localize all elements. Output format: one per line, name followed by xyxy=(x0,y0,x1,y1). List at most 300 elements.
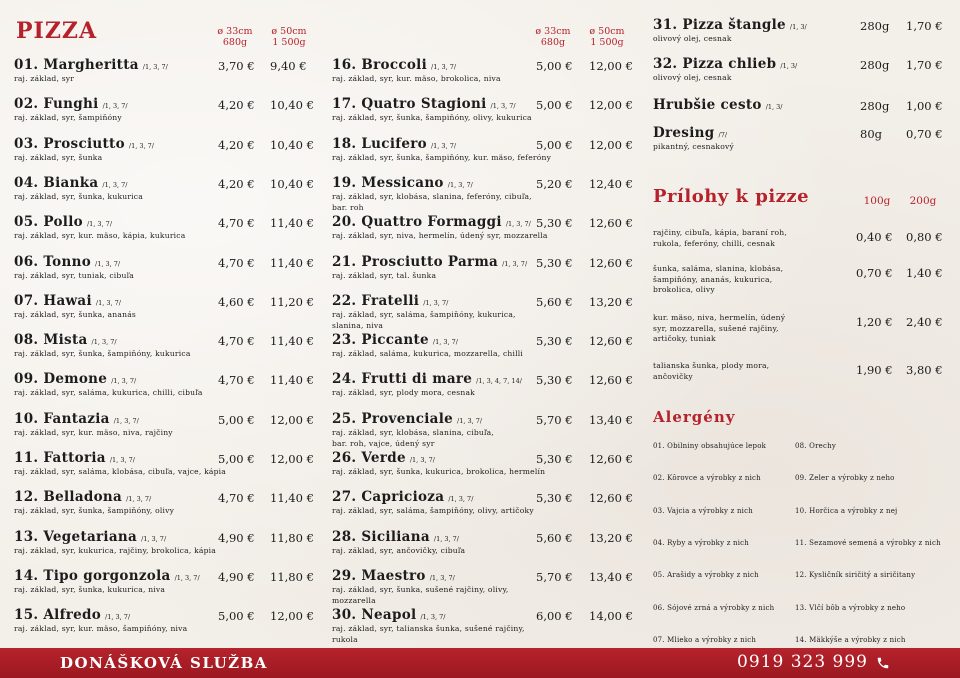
item-description: raj. základ, syr, niva, hermelín, údený syr, mozzarella xyxy=(332,231,548,241)
size-header-small-2 xyxy=(528,26,578,48)
item-allergens: /1, 3, 7/ xyxy=(111,377,137,386)
allergen-item: 02. Kôrovce a výrobky z nich xyxy=(653,474,761,483)
item-allergens: /1, 3/ xyxy=(780,62,798,70)
menu-item xyxy=(14,96,314,134)
price-large: 12,40 € xyxy=(589,176,633,191)
allergen-item: 09. Zeler a výrobky z neho xyxy=(795,474,895,483)
item-title: 31. Pizza štangle xyxy=(653,17,786,33)
item-name xyxy=(332,489,632,505)
item-title: 12. Belladona xyxy=(14,489,123,506)
menu-item xyxy=(332,136,632,174)
menu-item xyxy=(14,136,314,174)
item-name xyxy=(332,136,632,152)
item-description: raj. základ, syr, kur. mäso, kápia, kukurica xyxy=(14,231,186,241)
item-price: 1,70 € xyxy=(906,58,943,72)
item-allergens: /1, 3, 7/ xyxy=(447,180,473,189)
side-description-line: brokolica, olivy xyxy=(653,285,715,294)
item-description: raj. základ, syr xyxy=(14,74,75,83)
side-price-200: 2,40 € xyxy=(906,315,943,329)
price-small: 3,70 € xyxy=(218,59,255,73)
item-description: raj. základ, syr, kur. mäso, šampiňóny, niva xyxy=(14,624,188,634)
side-description xyxy=(653,313,838,345)
item-title: Dresing xyxy=(653,125,715,141)
side-price-200: 3,80 € xyxy=(906,363,943,377)
menu-item xyxy=(14,175,314,213)
large-diameter-2: ø 50cm xyxy=(589,26,625,37)
item-title: 15. Alfredo xyxy=(14,607,102,624)
item-allergens: /1, 3, 7/ xyxy=(448,495,474,504)
item-description: raj. základ, syr, kur. mäso, niva, rajčiny xyxy=(14,427,173,437)
item-allergens: /1, 3, 7/ xyxy=(423,298,449,307)
item-description: raj. základ, syr, ančovičky, cibuľa xyxy=(332,545,466,555)
price-large: 11,80 € xyxy=(270,530,314,545)
price-large: 14,00 € xyxy=(589,609,633,624)
menu-item xyxy=(332,254,632,292)
item-title: 08. Mista xyxy=(14,332,88,349)
menu-item xyxy=(332,57,632,95)
price-small: 5,70 € xyxy=(536,569,573,584)
item-description: raj. základ, syr, kukurica, rajčiny, brokolica, kápia xyxy=(14,545,217,555)
item-allergens: /1, 3/ xyxy=(789,23,807,31)
item-title: 30. Neapol xyxy=(332,607,417,624)
item-title: 14. Tipo gorgonzola xyxy=(14,567,171,584)
item-weight: 280g xyxy=(860,99,890,113)
item-name xyxy=(14,214,314,230)
price-small: 4,70 € xyxy=(218,255,255,270)
item-title: 03. Prosciutto xyxy=(14,135,125,152)
item-allergens: /1, 3, 7/ xyxy=(95,298,121,307)
item-title: 28. Siciliana xyxy=(332,528,430,545)
price-small: 5,30 € xyxy=(536,491,573,506)
price-large: 12,60 € xyxy=(589,255,633,270)
item-description: raj. základ, syr, kur. mäso, brokolica, niva xyxy=(332,74,501,83)
item-name xyxy=(332,450,632,466)
item-name xyxy=(14,489,314,505)
allergen-item: 03. Vajcia a výrobky z nich xyxy=(653,506,753,515)
item-name xyxy=(653,125,948,141)
item-description: raj. základ, syr, šunka, šampiňóny, olivy, kukurica xyxy=(332,113,532,123)
price-small: 4,70 € xyxy=(218,334,255,349)
item-name xyxy=(332,332,632,348)
item-name xyxy=(14,57,314,73)
menu-item xyxy=(332,293,632,331)
item-title: 32. Pizza chlieb xyxy=(653,56,777,72)
item-title: 02. Funghi xyxy=(14,96,99,113)
item-description: raj. základ, syr, šunka xyxy=(14,152,103,162)
menu-item xyxy=(332,489,632,527)
side-description xyxy=(653,228,838,249)
item-allergens: /1, 3, 7/ xyxy=(505,220,531,229)
item-description: slanina, niva xyxy=(332,320,384,330)
side-row xyxy=(653,313,948,345)
menu-item xyxy=(14,371,314,409)
item-name xyxy=(14,96,314,112)
item-name xyxy=(14,254,314,270)
item-description: raj. základ, syr, šunka, kukurica, brokolica, hermelín xyxy=(332,467,546,476)
extra-item xyxy=(653,125,948,163)
delivery-service-label: DONÁŠKOVÁ SLUŽBA xyxy=(60,654,268,672)
item-name xyxy=(14,332,314,348)
item-allergens: /1, 3, 7/ xyxy=(105,613,131,622)
item-title: 20. Quattro Formaggi xyxy=(332,214,502,231)
price-small: 5,00 € xyxy=(218,609,255,624)
small-weight-2: 680g xyxy=(540,37,566,48)
item-title: 29. Maestro xyxy=(332,567,426,584)
item-allergens: /1, 3, 7/ xyxy=(502,259,528,268)
item-description: raj. základ, syr, šunka, kukurica, niva xyxy=(14,584,166,594)
side-description-line: šampiňóny, ananás, kukurica, xyxy=(653,274,773,284)
item-name xyxy=(332,529,632,545)
item-name xyxy=(653,97,948,113)
allergen-item: 10. Horčica a výrobky z nej xyxy=(795,506,898,515)
price-large: 12,00 € xyxy=(270,412,314,427)
menu-column-3 xyxy=(653,0,948,644)
price-large: 12,60 € xyxy=(589,216,633,231)
item-name xyxy=(332,96,632,112)
side-row xyxy=(653,361,948,382)
allergens-title: Alergény xyxy=(653,408,736,426)
menu-item xyxy=(332,411,632,449)
item-allergens: /1, 3, 7/ xyxy=(86,220,113,229)
item-title: 24. Frutti di mare xyxy=(332,371,473,388)
side-price-100: 0,70 € xyxy=(856,266,893,280)
price-large: 12,60 € xyxy=(589,373,633,388)
item-allergens: /1, 3, 7/ xyxy=(109,456,135,464)
menu-column-2 xyxy=(332,0,633,645)
item-name xyxy=(14,175,314,191)
price-large: 13,20 € xyxy=(589,294,633,309)
item-weight: 280g xyxy=(860,19,890,33)
item-weight: 80g xyxy=(860,127,882,141)
item-name xyxy=(14,293,314,309)
item-name xyxy=(14,450,314,466)
price-small: 4,70 € xyxy=(218,216,255,231)
menu-item xyxy=(14,214,314,252)
allergen-item: 08. Orechy xyxy=(795,442,836,450)
item-allergens: /1, 3, 7/ xyxy=(102,180,128,189)
phone-icon xyxy=(876,656,890,670)
item-name xyxy=(332,371,632,387)
price-small: 4,70 € xyxy=(218,373,255,388)
price-large: 13,40 € xyxy=(589,569,633,584)
small-diameter-2: ø 33cm xyxy=(535,26,571,37)
item-title: 05. Pollo xyxy=(14,214,83,231)
item-title: 11. Fattoria xyxy=(14,450,106,466)
item-name xyxy=(332,214,632,230)
price-small: 5,00 € xyxy=(218,452,255,466)
item-allergens: /1, 3, 7/ xyxy=(113,416,139,425)
price-large: 11,80 € xyxy=(270,569,314,584)
price-large: 11,20 € xyxy=(270,294,314,309)
item-description: raj. základ, syr, šunka, sušené rajčiny, olivy, xyxy=(332,584,509,594)
side-description-line: talianska šunka, plody mora, xyxy=(653,361,770,370)
large-diameter: ø 50cm xyxy=(271,26,307,37)
item-description: raj. základ, syr, saláma, klobása, cibuľa, vajce, kápia xyxy=(14,467,227,476)
small-weight: 680g xyxy=(222,37,248,48)
item-title: Hrubšie cesto xyxy=(653,97,762,113)
item-description: rukola xyxy=(332,635,358,645)
menu-item xyxy=(14,568,314,606)
item-description: raj. základ, syr, plody mora, cesnak xyxy=(332,388,475,398)
item-description: raj. základ, syr, klobása, slanina, cibuľa, xyxy=(332,427,494,437)
sides-header-100: 100g xyxy=(863,195,891,207)
large-weight-2: 1 500g xyxy=(590,37,624,48)
item-description: raj. základ, syr, šunka, šampiňóny, olivy xyxy=(14,506,175,516)
extra-item xyxy=(653,17,948,55)
price-large: 11,40 € xyxy=(270,216,314,231)
menu-item xyxy=(332,175,632,213)
item-description: raj. základ, syr, saláma, šampiňóny, olivy, artičoky xyxy=(332,506,534,516)
item-allergens: /1, 3, 4, 7, 14/ xyxy=(476,377,522,386)
price-large: 10,40 € xyxy=(270,176,314,191)
price-large: 13,40 € xyxy=(589,412,633,427)
menu-item xyxy=(332,96,632,134)
allergen-item: 14. Mäkkýše a výrobky z nich xyxy=(795,635,906,644)
item-title: 22. Fratelli xyxy=(332,292,420,309)
allergen-item: 06. Sójové zrná a výrobky z nich xyxy=(653,603,775,612)
price-large: 11,40 € xyxy=(270,334,314,349)
item-description: bar. roh xyxy=(332,202,364,212)
item-description: raj. základ, syr, šunka, ananás xyxy=(14,309,137,319)
sides-header-200: 200g xyxy=(909,195,937,207)
item-title: 23. Piccante xyxy=(332,332,429,349)
extra-item xyxy=(653,56,948,94)
item-allergens: /7/ xyxy=(718,131,728,139)
side-description-line: syr, mozzarella, sušené rajčiny, xyxy=(653,323,779,333)
item-allergens: /1, 3, 7/ xyxy=(431,63,457,71)
item-title: 06. Tonno xyxy=(14,253,92,270)
side-description-line: artičoky, tuniak xyxy=(653,334,716,343)
item-description: raj. základ, syr, tuniak, cibuľa xyxy=(14,270,134,280)
item-name xyxy=(14,411,314,427)
menu-item xyxy=(332,214,632,252)
footer-bar xyxy=(0,648,960,678)
price-large: 12,00 € xyxy=(589,59,633,73)
item-description: raj. základ, saláma, kukurica, mozzarella, chilli xyxy=(332,349,523,359)
side-row xyxy=(653,264,948,296)
item-allergens: /1, 3, 7/ xyxy=(409,456,435,464)
price-large: 13,20 € xyxy=(589,530,633,545)
item-description: bar. roh, vajce, údený syr xyxy=(332,438,435,448)
item-title: 26. Verde xyxy=(332,450,406,466)
price-large: 11,40 € xyxy=(270,491,314,506)
price-small: 5,00 € xyxy=(536,98,573,113)
price-large: 11,40 € xyxy=(270,255,314,270)
item-name xyxy=(14,568,314,584)
price-small: 4,20 € xyxy=(218,98,255,113)
price-large: 12,00 € xyxy=(589,137,633,152)
price-large: 12,60 € xyxy=(589,491,633,506)
item-title: 07. Hawai xyxy=(14,292,92,309)
allergen-item: 12. Kysličník siričitý a siričitany xyxy=(795,571,916,580)
menu-item xyxy=(332,529,632,567)
item-allergens: /1, 3, 7/ xyxy=(141,534,167,543)
price-small: 5,20 € xyxy=(536,176,573,191)
item-name xyxy=(14,529,314,545)
side-description xyxy=(653,361,838,382)
item-allergens: /1, 3, 7/ xyxy=(420,613,446,622)
large-weight: 1 500g xyxy=(272,37,306,48)
menu-item xyxy=(332,332,632,370)
menu-item xyxy=(332,371,632,409)
item-allergens: /1, 3, 7/ xyxy=(457,416,483,425)
item-price: 1,70 € xyxy=(906,19,943,33)
small-diameter: ø 33cm xyxy=(217,26,253,37)
price-small: 4,60 € xyxy=(218,294,255,309)
side-description-line: kur. mäso, niva, hermelín, údený xyxy=(653,313,786,322)
item-description: raj. základ, syr, klobása, slanina, feferóny, cibuľa, xyxy=(332,191,532,201)
menu-item xyxy=(14,57,314,95)
item-allergens: /1, 3, 7/ xyxy=(174,573,200,582)
price-large: 10,40 € xyxy=(270,137,314,152)
item-description: olivový olej, cesnak xyxy=(653,34,732,43)
item-description: raj. základ, syr, saláma, kukurica, chilli, cibuľa xyxy=(14,388,203,398)
item-allergens: /1, 3, 7/ xyxy=(490,102,516,111)
item-allergens: /1, 3, 7/ xyxy=(432,338,458,347)
item-description: raj. základ, syr, tal. šunka xyxy=(332,270,437,280)
price-small: 5,00 € xyxy=(536,137,573,152)
side-description-line: rukola, feferóny, chilli, cesnak xyxy=(653,238,776,248)
price-small: 5,30 € xyxy=(536,216,573,231)
price-large: 12,00 € xyxy=(589,98,633,113)
item-title: 19. Messicano xyxy=(332,174,444,191)
item-description: pikantný, cesnakový xyxy=(653,142,734,151)
item-name xyxy=(332,568,632,584)
price-small: 4,90 € xyxy=(218,569,255,584)
item-name xyxy=(14,607,314,623)
price-small: 5,70 € xyxy=(536,412,573,427)
side-description-line: šunka, saláma, slanina, klobása, xyxy=(653,264,784,273)
item-allergens: /1, 3, 7/ xyxy=(433,534,459,543)
item-allergens: /1, 3, 7/ xyxy=(126,495,152,504)
side-description xyxy=(653,264,838,296)
item-price: 0,70 € xyxy=(906,127,943,141)
item-allergens: /1, 3, 7/ xyxy=(102,102,128,111)
item-description: mozzarella xyxy=(332,595,376,605)
menu-item xyxy=(332,450,632,488)
side-description-line: rajčiny, cibuľa, kápia, baraní roh, xyxy=(653,228,787,237)
item-allergens: /1, 3, 7/ xyxy=(142,63,168,71)
item-title: 17. Quatro Stagioni xyxy=(332,96,487,113)
item-name xyxy=(653,17,948,33)
price-large: 12,60 € xyxy=(589,334,633,349)
menu-item xyxy=(14,489,314,527)
item-title: 21. Prosciutto Parma xyxy=(332,253,499,270)
item-name xyxy=(653,56,948,72)
size-header-small xyxy=(210,26,260,48)
item-title: 27. Capricioza xyxy=(332,489,445,506)
item-description: raj. základ, syr, šunka, kukurica xyxy=(14,191,143,201)
price-small: 5,00 € xyxy=(536,59,573,73)
menu-item xyxy=(14,529,314,567)
price-large: 11,40 € xyxy=(270,373,314,388)
item-name xyxy=(332,175,632,191)
item-name xyxy=(332,57,632,73)
item-allergens: /1, 3/ xyxy=(765,103,783,111)
item-title: 13. Vegetariana xyxy=(14,528,138,545)
item-price: 1,00 € xyxy=(906,99,943,113)
allergen-item: 01. Obilniny obsahujúce lepok xyxy=(653,442,767,450)
item-description: raj. základ, syr, talianska šunka, sušené rajčiny, xyxy=(332,624,525,634)
price-small: 4,70 € xyxy=(218,491,255,506)
price-large: 10,40 € xyxy=(270,98,314,113)
pizza-title: PIZZA xyxy=(16,18,98,44)
side-price-200: 1,40 € xyxy=(906,266,943,280)
size-header-large-2 xyxy=(582,26,632,48)
item-allergens: /1, 3, 7/ xyxy=(91,338,117,347)
item-description: raj. základ, syr, šampiňóny xyxy=(14,113,122,123)
allergen-item: 04. Ryby a výrobky z nich xyxy=(653,538,749,547)
price-small: 4,90 € xyxy=(218,530,255,545)
price-small: 5,30 € xyxy=(536,373,573,388)
menu-item xyxy=(14,607,314,645)
menu-item xyxy=(332,568,632,606)
side-price-100: 1,20 € xyxy=(856,315,893,329)
menu-item xyxy=(14,411,314,449)
item-allergens: /1, 3, 7/ xyxy=(95,259,121,268)
side-price-100: 0,40 € xyxy=(856,230,893,244)
menu-item xyxy=(14,254,314,292)
price-small: 5,60 € xyxy=(536,294,573,309)
item-description: raj. základ, syr, šunka, šampiňóny, kukurica xyxy=(14,349,191,359)
price-small: 6,00 € xyxy=(536,609,573,624)
item-title: 10. Fantazia xyxy=(14,410,110,427)
allergen-item: 05. Arašidy a výrobky z nich xyxy=(653,571,759,580)
item-title: 04. Bianka xyxy=(14,174,99,191)
side-price-100: 1,90 € xyxy=(856,363,893,377)
price-small: 4,20 € xyxy=(218,137,255,152)
price-large: 12,60 € xyxy=(589,452,633,466)
menu-column-1 xyxy=(14,0,314,640)
menu-item xyxy=(14,332,314,370)
menu-item xyxy=(14,450,314,488)
item-title: 25. Provenciale xyxy=(332,410,454,427)
phone-number[interactable]: 0919 323 999 xyxy=(737,652,868,672)
allergen-item: 11. Sezamové semená a výrobky z nich xyxy=(795,538,941,547)
sides-title: Prílohy k pizze xyxy=(653,186,810,207)
allergen-item: 13. Vlčí bôb a výrobky z neho xyxy=(795,603,906,612)
price-small: 5,60 € xyxy=(536,530,573,545)
item-description: raj. základ, syr, šunka, šampiňóny, kur. mäso, feferóny xyxy=(332,152,552,162)
item-name xyxy=(14,371,314,387)
item-name xyxy=(332,607,632,623)
allergen-item: 07. Mlieko a výrobky z nich xyxy=(653,635,757,644)
item-name xyxy=(14,136,314,152)
price-small: 4,20 € xyxy=(218,176,255,191)
side-row xyxy=(653,228,948,249)
price-large: 12,00 € xyxy=(270,452,314,466)
price-large: 9,40 € xyxy=(270,59,307,73)
size-header-large xyxy=(264,26,314,48)
item-description: raj. základ, syr, saláma, šampiňóny, kukurica, xyxy=(332,309,516,319)
item-name xyxy=(332,411,632,427)
item-title: 01. Margheritta xyxy=(14,57,139,73)
price-small: 5,30 € xyxy=(536,255,573,270)
side-description-line: ančovičky xyxy=(653,371,693,381)
item-allergens: /1, 3, 7/ xyxy=(430,141,457,150)
price-small: 5,00 € xyxy=(218,412,255,427)
item-name xyxy=(332,254,632,270)
side-price-200: 0,80 € xyxy=(906,230,943,244)
price-small: 5,30 € xyxy=(536,452,573,466)
price-large: 12,00 € xyxy=(270,609,314,624)
item-weight: 280g xyxy=(860,58,890,72)
price-small: 5,30 € xyxy=(536,334,573,349)
menu-item xyxy=(14,293,314,331)
item-allergens: /1, 3, 7/ xyxy=(429,573,455,582)
menu-item xyxy=(332,607,632,645)
item-description: olivový olej, cesnak xyxy=(653,73,732,82)
